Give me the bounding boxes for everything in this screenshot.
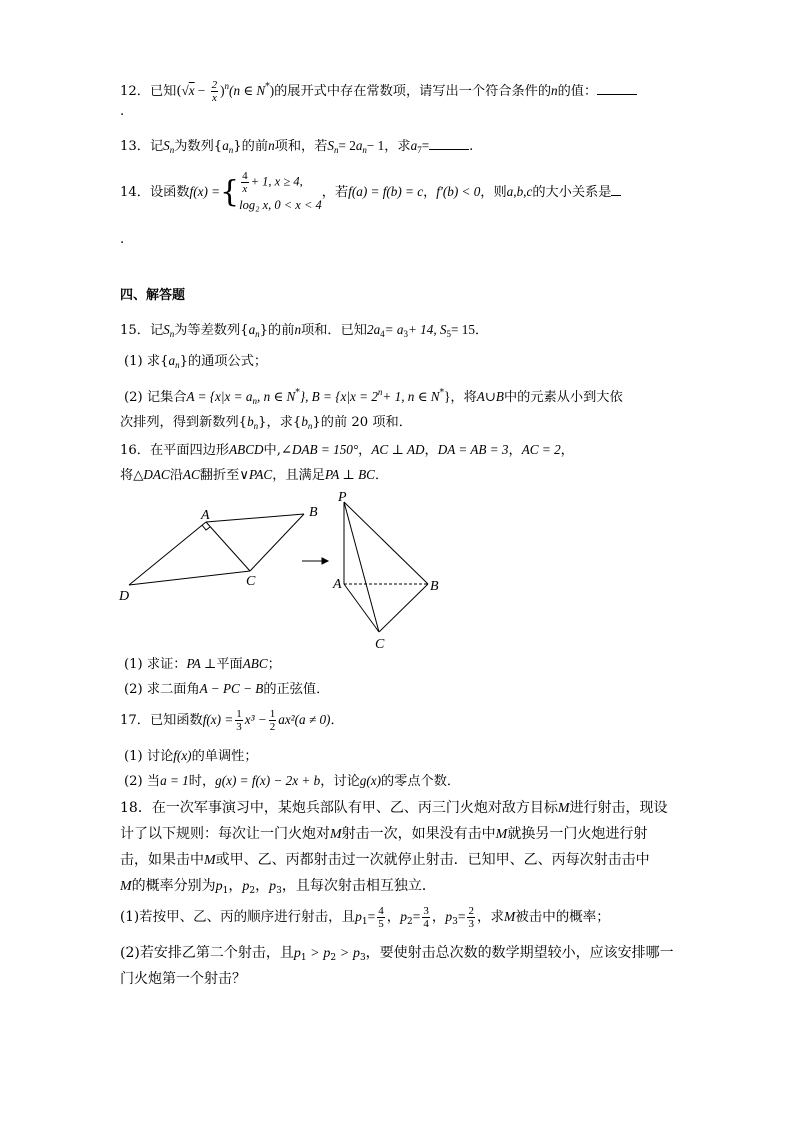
section-heading: 四、解答题	[120, 288, 186, 303]
frac-num: 1	[269, 708, 276, 720]
cond2: f′(b) < 0	[436, 184, 481, 199]
part-text2: ，求	[476, 909, 504, 925]
subscript: 2	[330, 953, 337, 963]
q18-text9: ，且每次射击相互独立．	[281, 878, 436, 894]
question-16	[120, 440, 574, 461]
comma: ，	[431, 909, 446, 925]
frac-den: 2	[269, 721, 276, 733]
subscript: 1	[361, 917, 368, 927]
label-B: B	[309, 505, 318, 520]
part-text3: 中的元素从小到大依	[503, 390, 623, 405]
part-text3: ，讨论	[320, 774, 360, 789]
subscript: 2	[249, 886, 256, 896]
frac-den: 3	[468, 918, 474, 930]
quadrilateral-figure	[129, 514, 304, 585]
eq: =	[421, 138, 430, 153]
q15-text2: 为等差数列{	[174, 323, 249, 338]
subscript: n	[228, 145, 234, 155]
label-B2: B	[430, 579, 439, 594]
brace: {	[220, 174, 240, 210]
subscript: n	[334, 145, 339, 155]
tri2: ∨PAC	[239, 467, 273, 482]
subscript: 1	[222, 886, 229, 896]
subscript: 5	[446, 329, 452, 339]
eq: =	[457, 909, 466, 924]
label-D: D	[119, 589, 130, 604]
q12-trail	[120, 102, 124, 122]
brace-close: }	[444, 389, 451, 404]
perp2: PA ⊥ BC	[324, 467, 375, 482]
var-M: M	[204, 853, 216, 868]
part-text2: 时，	[188, 774, 216, 789]
period: .	[120, 104, 125, 119]
set-a2: , n ∈ N	[256, 389, 296, 404]
question-number: 14．	[120, 185, 150, 200]
q13-text2: 为数列{	[174, 139, 223, 154]
fraction	[269, 708, 277, 733]
minus: −	[194, 83, 209, 98]
q16-text5: 翻折至	[199, 468, 240, 483]
eq-part: 2a	[366, 322, 381, 337]
set-b: }, B = {x|x = 2	[299, 389, 378, 404]
math: a = 1	[160, 773, 189, 788]
var-M: M	[495, 827, 508, 842]
abcd: ABCD	[229, 442, 264, 457]
part-number: (1)	[124, 657, 143, 672]
var-S: S	[163, 138, 170, 153]
frac-num: 2	[211, 79, 218, 91]
part-text: 求二面角	[146, 682, 200, 697]
part-text2: }的通项公式；	[179, 354, 268, 369]
question-15: 15．记$S_n$为等差数列$\{a_n\}$的前n项和．已知$2a_4= a_3+ 14$, $S_5= 15$．	[120, 322, 489, 339]
period: ．	[374, 468, 389, 483]
q16-text3: 将	[120, 468, 134, 483]
question-number: 15．	[120, 323, 150, 338]
gt: >	[340, 946, 349, 961]
func-end: ax²(a ≠ 0)	[278, 712, 331, 727]
var-p: p	[352, 946, 360, 961]
q16-text6: ，且满足	[272, 468, 325, 483]
answer-blank[interactable]	[597, 82, 637, 95]
var-p: p	[269, 879, 277, 894]
math2: g(x) = f(x) − 2x + b	[215, 773, 321, 788]
comma: ，	[423, 185, 437, 200]
q15-part2: (2) 记集合$A = \{x|x = a_n$, n ∈ N*}, $B = \{x|x = 2^n+ 1$, n ∈ N*}，将A∪B中的元素从小到大依	[124, 387, 623, 406]
subscript: n	[362, 145, 367, 155]
q18-line2	[120, 821, 647, 848]
q17-part2	[124, 771, 460, 792]
func-def: f(x) =	[189, 184, 221, 199]
eq: =	[367, 909, 376, 924]
q16-line2	[120, 465, 388, 486]
exponent: n	[224, 81, 230, 91]
fraction	[235, 708, 243, 733]
frac-num: 1	[236, 708, 242, 720]
var-a: a	[222, 138, 229, 153]
subscript: 3	[359, 953, 366, 963]
var-n: n	[268, 138, 275, 153]
q18-line4	[120, 873, 436, 904]
subscript: 3	[276, 886, 282, 896]
var-S: S	[327, 138, 334, 153]
case-1	[239, 170, 322, 195]
eq-part: + 14, S	[407, 322, 447, 337]
fraction	[241, 170, 249, 195]
q13-text4: 项和，若	[274, 139, 328, 154]
fraction	[211, 79, 219, 104]
fraction	[377, 905, 385, 930]
label-C2: C	[375, 637, 385, 652]
star: *	[265, 82, 270, 92]
part-number: (1)	[120, 909, 140, 925]
part-text2: 的正弦值．	[263, 682, 330, 697]
q18-text: 18．在一次军事演习中，某炮兵部队有甲、乙、丙三门火炮对敌方目标	[120, 800, 558, 816]
question-12: 12．已知(√x − $\frac{2}{x}$ )$^n$(n ∈ N*)的展开式中存在常数项，请写出一个符合条件的n的值：	[120, 76, 637, 104]
comma: ，	[386, 909, 401, 925]
part-text5: }，求{	[258, 415, 302, 430]
semicolon: ；	[267, 657, 281, 672]
q16-text4: 沿	[169, 468, 183, 483]
sqrt-symbol: √	[181, 83, 189, 98]
fraction	[467, 905, 475, 930]
q18-text3: 计了以下规则：每次让一门火炮对	[120, 826, 330, 842]
label-C: C	[246, 574, 256, 589]
part-text: 求证：	[146, 657, 187, 672]
eq2: AC = 2	[521, 442, 561, 457]
q14-text4: 的大小关系是	[532, 185, 612, 200]
q16-part1	[124, 654, 281, 675]
ac: AC	[182, 467, 200, 482]
q16-part2	[124, 679, 329, 700]
part-text4: 的零点个数．	[381, 774, 461, 789]
part-text6: }的前 20 项和．	[312, 415, 412, 430]
part-text3: 门火炮第一个射击？	[120, 971, 246, 987]
q17-part1	[124, 746, 258, 767]
eq: =	[412, 909, 421, 924]
frac-num: 3	[423, 905, 429, 917]
question-13	[120, 136, 473, 160]
eq-part: = 15．	[451, 322, 489, 337]
angle: ∠DAB = 150°	[280, 442, 359, 457]
subscript: 2	[406, 917, 413, 927]
q12-text2: 的展开式中存在常数项，请写出一个符合条件的	[274, 84, 552, 99]
part-text: 若安排乙第二个射击，且	[139, 945, 294, 961]
folding-figure	[0, 490, 793, 660]
q16-text: 在平面四边形	[149, 443, 230, 458]
comma: ，	[228, 878, 243, 894]
q18-part1	[120, 902, 610, 937]
set-b2: + 1, n ∈ N	[382, 389, 440, 404]
union: A∪B	[476, 389, 504, 404]
frac-den: 5	[378, 918, 384, 930]
question-18	[120, 795, 668, 822]
answer-blank[interactable]	[429, 137, 469, 150]
part-text: 当	[146, 774, 161, 789]
var-a: a	[410, 138, 418, 153]
var-M: M	[557, 801, 570, 816]
case1-rest: + 1, x ≥ 4,	[250, 173, 303, 188]
period: ．	[330, 713, 344, 728]
question-17	[120, 708, 344, 733]
eq-part: = a	[384, 322, 404, 337]
q15-text4: 项和．已知	[301, 323, 367, 338]
vars: a,b,c	[506, 184, 533, 199]
sqrt-arg: x	[188, 83, 195, 98]
q18-text4: 射击一次，如果没有击中	[341, 826, 496, 842]
var-p: p	[242, 879, 250, 894]
func: f(x) =	[202, 712, 234, 727]
var-p: p	[293, 946, 301, 961]
question-number: 12．	[120, 84, 150, 99]
eq1: DA = AB = 3	[437, 442, 509, 457]
q15-part2-line2: 次排列，得到新数列$\{b_n\}$，求$\{b_n\}$的前 20 项和．	[120, 414, 412, 431]
q18-line3	[120, 847, 650, 874]
var-a: a	[355, 138, 363, 153]
comma: ，	[508, 443, 522, 458]
comma: ，	[560, 443, 574, 458]
arrow-icon	[302, 558, 328, 564]
question-14	[120, 167, 621, 218]
subscript: 1	[300, 953, 307, 963]
eq-end: − 1，求	[366, 138, 411, 153]
part-text: 若按甲、乙、丙的顺序进行射击，且	[139, 909, 356, 925]
perp: AC ⊥ AD	[371, 442, 425, 457]
subscript: n	[169, 145, 175, 155]
var-M: M	[330, 827, 342, 842]
q14-text: 设函数	[149, 185, 190, 200]
q16-text2: 中,	[263, 443, 281, 458]
answer-blank[interactable]	[611, 183, 621, 196]
paren: )	[269, 83, 275, 98]
label-A2: A	[333, 577, 342, 592]
part-text4: 次排列，得到新数列{	[120, 415, 248, 430]
var-p: p	[355, 909, 362, 924]
label-A: A	[201, 508, 210, 523]
part-text2: ，将	[450, 390, 477, 405]
q18-text8: 的概率分别为	[131, 878, 216, 894]
q14-trail	[120, 230, 124, 250]
part-text: 记集合	[146, 390, 187, 405]
subscript: 4	[380, 329, 385, 339]
part-number: (2)	[120, 945, 140, 961]
q12-text: 已知(	[149, 84, 182, 99]
var-p: p	[323, 946, 331, 961]
question-number: 16．	[120, 443, 150, 458]
subscript: 3	[403, 329, 408, 339]
var-p: p	[445, 909, 453, 924]
comma: ，	[255, 878, 270, 894]
func-mid: x³ −	[244, 712, 267, 727]
part-text: 求{	[146, 354, 169, 369]
var-n: n	[551, 83, 558, 98]
frac-den: 4	[423, 918, 429, 930]
eq: = 2	[338, 138, 356, 153]
case-2: log₂ x, 0 < x < 4	[239, 197, 322, 212]
period: .	[120, 232, 125, 247]
question-number: 13．	[120, 139, 150, 154]
gt: >	[311, 946, 319, 961]
frac-num: 4	[242, 169, 248, 182]
var-p: p	[215, 879, 223, 894]
frac-den: x	[242, 182, 248, 195]
piecewise	[239, 170, 322, 216]
part-number: (2)	[124, 682, 143, 697]
q14-text3: ，则	[480, 185, 507, 200]
set-a: A = {x|x = a	[186, 389, 253, 404]
math2: ABC	[242, 656, 268, 671]
comma: ，	[424, 443, 438, 458]
frac-den: 3	[236, 721, 242, 733]
q17-text: 已知函数	[149, 713, 203, 728]
part-text: 讨论	[146, 749, 174, 764]
tri: △DAC	[133, 467, 170, 482]
subscript: 7	[417, 145, 422, 155]
subscript: 3	[452, 917, 458, 927]
q18-text2: 进行射击，现设	[569, 800, 668, 816]
q18-text5: 就换另一门火炮进行射	[507, 826, 648, 842]
part-text2: 平面	[216, 657, 243, 672]
var-M: M	[120, 879, 132, 894]
q14-text2: ，若	[321, 185, 349, 200]
math: f(x)	[173, 748, 192, 763]
pyramid-figure	[344, 502, 428, 632]
part-number: (1)	[124, 354, 143, 369]
var-M: M	[503, 909, 516, 924]
label-P: P	[338, 490, 347, 505]
part-number: (2)	[124, 774, 143, 789]
q15-text3: }的前	[259, 323, 295, 338]
cond: f(a) = f(b) = c	[348, 184, 424, 199]
part-number: (2)	[124, 390, 143, 405]
q15-part1: (1) 求$\{a_n\}$的通项公式；	[124, 353, 268, 370]
part-number: (1)	[124, 749, 143, 764]
part-text3: 被击中的概率；	[515, 909, 610, 925]
comma: ，	[358, 443, 372, 458]
frac-den: x	[211, 92, 217, 104]
var-b: b	[247, 414, 254, 429]
q12-text3: 的值：	[557, 84, 598, 99]
q18-part2-line2	[120, 966, 246, 992]
q13-text3: }的前	[233, 139, 269, 154]
frac-num: 2	[468, 905, 474, 917]
q18-text6: 击，如果击中	[120, 852, 204, 868]
var-p: p	[400, 909, 407, 924]
q13-text: 记	[149, 139, 164, 154]
condition: (n ∈ N	[229, 83, 266, 98]
period: .	[469, 139, 474, 154]
frac-num: 4	[378, 905, 384, 917]
fraction	[422, 905, 430, 930]
math: PA ⊥	[186, 656, 217, 671]
math3: g(x)	[359, 773, 381, 788]
part-text2: 的单调性；	[191, 749, 258, 764]
math: A − PC − B	[199, 681, 264, 696]
part-text2: ，要使射击总次数的数学期望较小，应该安排哪一	[365, 945, 674, 961]
q15-text: 记	[149, 323, 164, 338]
question-number: 17．	[120, 713, 150, 728]
q18-text7: 或甲、乙、丙都射击过一次就停止射击．已知甲、乙、丙每次射击击中	[215, 852, 650, 868]
